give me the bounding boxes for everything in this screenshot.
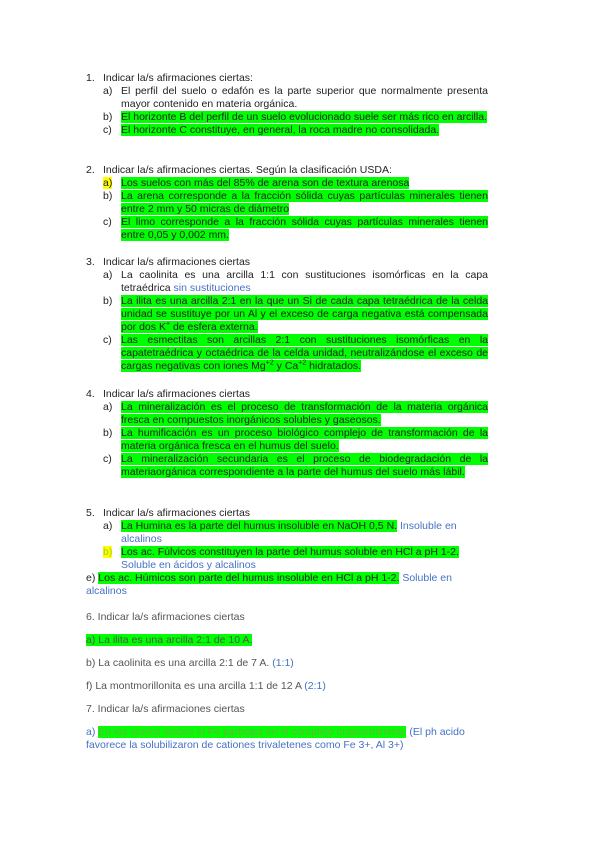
option-text: b) La caolinita es una arcilla 2:1 de 7 A. — [86, 657, 270, 669]
option-text: En los suelos ácidos el Fe participa en el complejo organomineral. — [98, 726, 407, 738]
option-label: b) — [103, 295, 113, 307]
option-label: c) — [103, 216, 112, 228]
option-text: La mineralización es el proceso de transformación de la materia orgánica fresca en compuestos inorgánicos solubles y gaseosos. — [121, 401, 488, 426]
option-a — [103, 269, 488, 295]
option-text: Las esmectitas son arcillas 2:1 con sustituciones isomórficas en la capatetraédrica y octaédrica de la celda unidad, neutralizándose el exceso de cargas negativas con iones Mg — [121, 334, 488, 372]
question-6-option-f — [86, 680, 488, 693]
option-text-end: hidratados. — [306, 360, 362, 372]
option-b — [103, 111, 488, 124]
question-2 — [86, 164, 488, 242]
question-6-title: 6. Indicar la/s afirmaciones ciertas — [86, 611, 245, 623]
option-label: a) — [103, 520, 113, 532]
option-text-end: de esfera externa. — [170, 321, 258, 333]
superscript: +2 — [265, 359, 274, 367]
option-c — [103, 453, 488, 479]
option-label: b) — [103, 111, 113, 123]
option-c — [103, 334, 488, 373]
option-text: La humificación es un proceso biológico complejo de transformación de la materia orgánica fresca en el humus del suelo. — [121, 427, 488, 452]
question-number: 1. — [86, 72, 95, 84]
option-label: a) — [103, 269, 113, 281]
option-label: b) — [103, 546, 113, 558]
option-label: a) — [103, 401, 113, 413]
question-number: 5. — [86, 507, 95, 519]
option-text: La caolinita es una arcilla 1:1 con sustituciones isomórficas en la capa tetraédrica — [121, 269, 488, 294]
question-6-option-b — [86, 657, 488, 670]
option-a — [103, 85, 488, 111]
option-a — [103, 401, 488, 427]
option-text: Los suelos con más del 85% de arena son de textura arenosa — [121, 177, 410, 189]
option-text: La Humina es la parte del humus insoluble en NaOH 0,5 N. — [121, 520, 398, 532]
option-text: El horizonte B del perfil de un suelo evolucionado suele ser más rico en arcilla. — [121, 111, 487, 123]
question-title: Indicar la/s afirmaciones ciertas — [103, 256, 251, 268]
question-7-option-a — [86, 726, 488, 752]
option-c — [103, 124, 488, 137]
superscript: + — [165, 320, 171, 328]
option-text: Los ac. Húmicos son parte del humus insoluble en HCl a pH 1-2. — [98, 572, 400, 584]
option-text-mid: y Ca — [273, 360, 299, 372]
option-label: a) — [103, 85, 113, 97]
option-label: a) — [103, 177, 113, 189]
option-label: c) — [103, 124, 112, 136]
question-title: Indicar la/s afirmaciones ciertas. Según la clasificación USDA: — [103, 164, 392, 176]
question-5 — [86, 507, 488, 598]
annotation-note: (2:1) — [304, 680, 326, 692]
question-title: Indicar la/s afirmaciones ciertas — [103, 507, 251, 519]
option-label: a) — [86, 726, 99, 738]
annotation-note: (El ph acido favorece la solubilizaron de cationes trivaletenes como Fe 3+, Al 3+) — [86, 726, 465, 751]
annotation-note: Soluble en alcalinos — [86, 572, 452, 597]
option-text: a) La ilita es una arcilla 2:1 de 10 A. — [86, 634, 253, 646]
option-a — [103, 520, 488, 546]
superscript: +2 — [298, 359, 307, 367]
question-4 — [86, 388, 488, 479]
annotation-note: Soluble en ácidos y alcalinos — [121, 559, 256, 571]
question-1 — [86, 72, 488, 137]
question-title: Indicar la/s afirmaciones ciertas — [103, 388, 251, 400]
question-number: 2. — [86, 164, 95, 176]
option-label: c) — [103, 453, 112, 465]
option-b — [103, 190, 488, 216]
question-number: 4. — [86, 388, 95, 400]
option-b — [103, 295, 488, 334]
option-label: c) — [103, 334, 112, 346]
question-title: Indicar la/s afirmaciones ciertas: — [103, 72, 253, 84]
annotation-note: (1:1) — [272, 657, 294, 669]
option-c — [103, 216, 488, 242]
option-text: La ilita es una arcilla 2:1 en la que un Si de cada capa tetraédrica de la celda unidad se sustituye por un Al y el exceso de carga negativa está compensada por dos K — [121, 295, 488, 333]
option-label: b) — [103, 190, 113, 202]
option-label: b) — [103, 427, 113, 439]
option-text: f) La montmorillonita es una arcilla 1:1 de 12 A — [86, 680, 302, 692]
option-text: La mineralización secundaria es el proceso de biodegradación de la materiaorgánica correspondiente a la parte del humus del suelo más lábil. — [121, 453, 488, 478]
annotation-note: sin sustituciones — [173, 282, 251, 294]
question-number: 3. — [86, 256, 95, 268]
question-3 — [86, 256, 488, 373]
question-7-title: 7. Indicar la/s afirmaciones ciertas — [86, 703, 245, 715]
option-text: El horizonte C constituye, en general, la roca madre no consolidada. — [121, 124, 440, 136]
annotation-note: Insoluble en alcalinos — [121, 520, 457, 545]
question-6-option-a — [86, 634, 488, 647]
option-text: El limo corresponde a la fracción sólida cuyas partículas minerales tienen entre 0,05 y 0,002 mm. — [121, 216, 488, 241]
option-text: La arena corresponde a la fracción sólida cuyas partículas minerales tienen entre 2 mm y 50 micras de diámetro — [121, 190, 488, 215]
option-b — [103, 546, 488, 572]
option-label: e) — [86, 572, 99, 584]
option-text: Los ac. Fúlvicos constituyen la parte del humus soluble en HCl a pH 1-2. — [121, 546, 459, 558]
option-b — [103, 427, 488, 453]
option-a — [103, 177, 488, 190]
option-e — [86, 572, 488, 598]
option-text: El perfil del suelo o edafón es la parte superior que normalmente presenta mayor contenido en materia orgánica. — [121, 85, 488, 110]
